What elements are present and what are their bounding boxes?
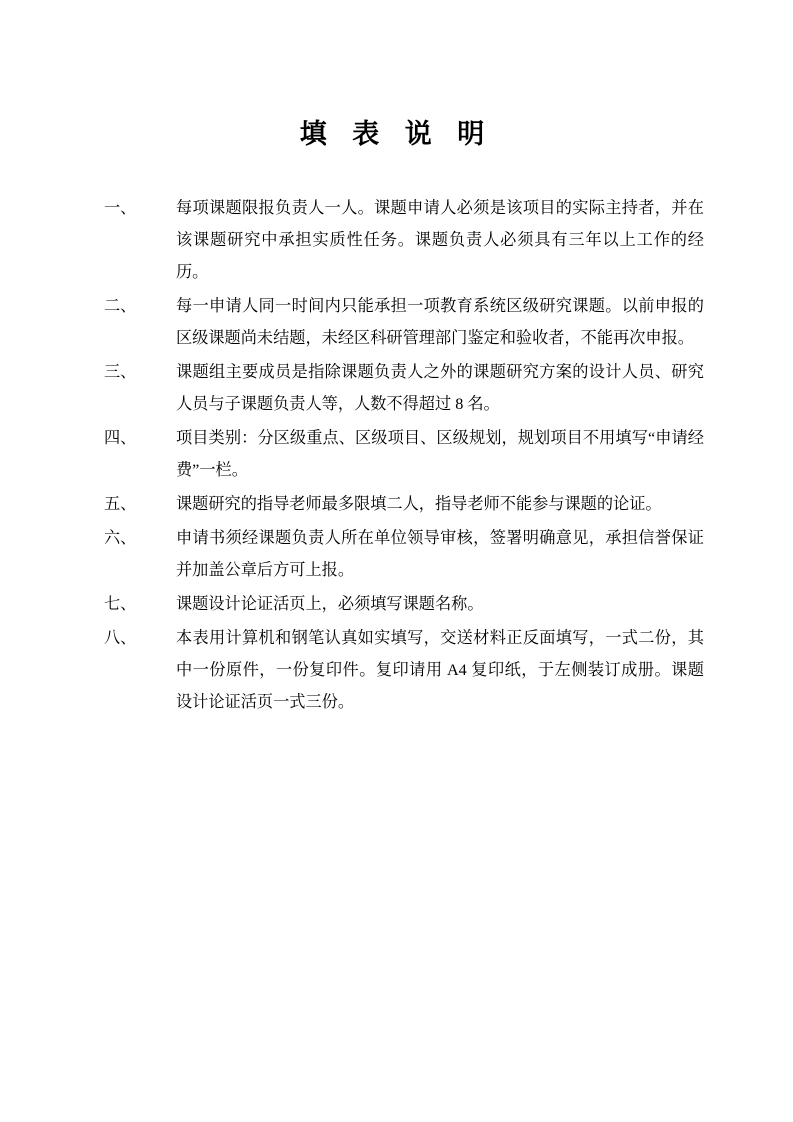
list-item-text: 项目类别：分区级重点、区级项目、区级规划，规划项目不用填写“申请经费”一栏。 (176, 429, 704, 479)
list-item-text: 每一申请人同一时间内只能承担一项教育系统区级研究课题。以前申报的区级课题尚未结题，未经区科研管理部门鉴定和验收者，不能再次申报。 (176, 297, 704, 347)
list-item-text: 课题组主要成员是指除课题负责人之外的课题研究方案的设计人员、研究人员与子课题负责人等，人数不得超过 8 名。 (176, 363, 704, 413)
instructions-list (104, 192, 704, 720)
list-item-text: 课题研究的指导老师最多限填二人，指导老师不能参与课题的论证。 (176, 495, 662, 513)
list-item (104, 588, 704, 620)
list-item (104, 192, 704, 288)
list-item-text: 课题设计论证活页上，必须填写课题名称。 (176, 595, 484, 613)
list-item-number: 二、 (104, 297, 137, 315)
list-item-number: 六、 (104, 529, 137, 547)
list-item-number: 五、 (104, 495, 137, 513)
list-item (104, 488, 704, 520)
list-item-number: 八、 (104, 629, 137, 647)
list-item-number: 四、 (104, 429, 137, 447)
list-item-number: 三、 (104, 363, 137, 381)
list-item-number: 一、 (104, 199, 137, 217)
list-item-number: 七、 (104, 595, 137, 613)
page-title: 填 表 说 明 (299, 119, 494, 149)
list-item-text: 本表用计算机和钢笔认真如实填写，交送材料正反面填写，一式二份，其中一份原件，一份复印件。复印请用 A4 复印纸，于左侧装订成册。课题设计论证活页一式三份。 (176, 629, 704, 711)
list-item (104, 422, 704, 486)
list-item (104, 522, 704, 586)
list-item-text: 每项课题限报负责人一人。课题申请人必须是该项目的实际主持者，并在该课题研究中承担实质性任务。课题负责人必须具有三年以上工作的经历。 (176, 199, 704, 281)
list-item (104, 622, 704, 718)
list-item (104, 290, 704, 354)
list-item (104, 356, 704, 420)
list-item-text: 申请书须经课题负责人所在单位领导审核，签署明确意见，承担信誉保证并加盖公章后方可上报。 (176, 529, 704, 579)
